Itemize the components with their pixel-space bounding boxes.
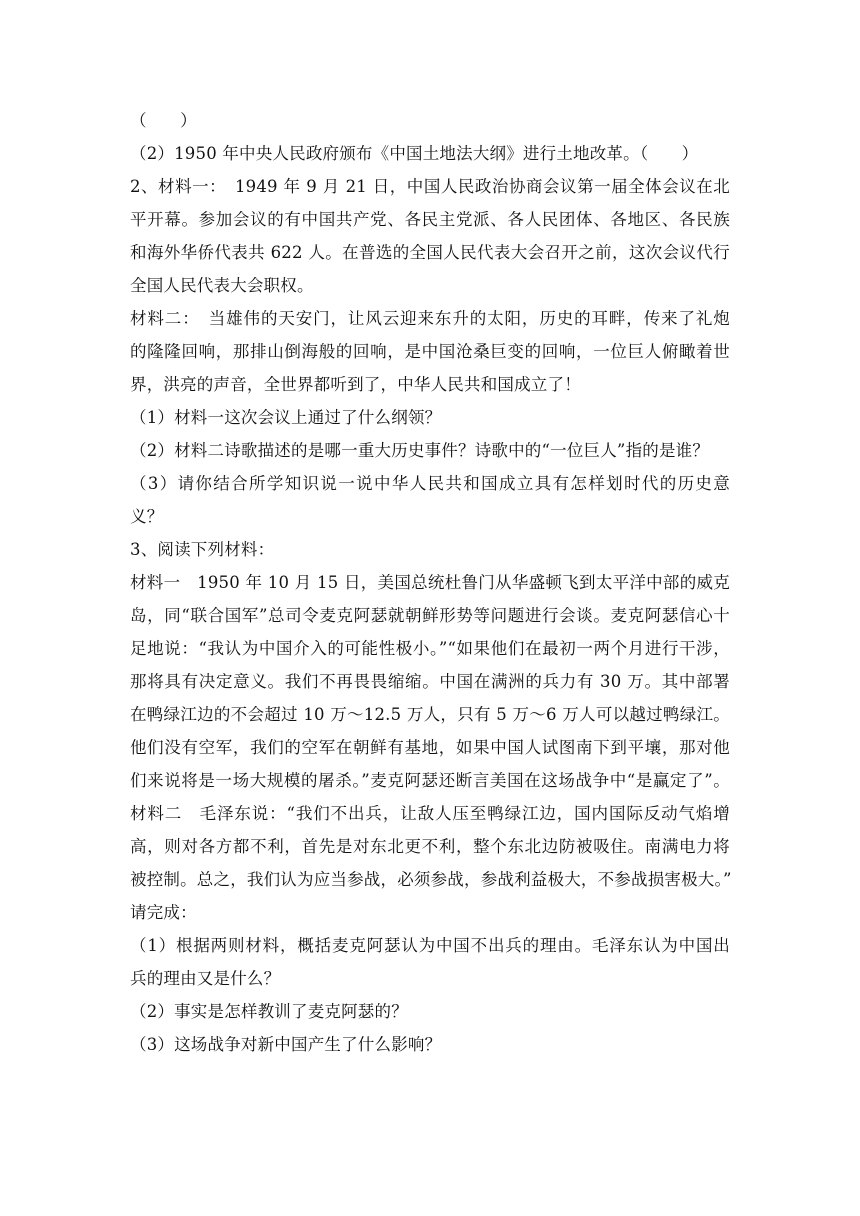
question-2-sub-3-line-2: 义？ [130,507,164,526]
question-3-sub-1-line-1: （1）根据两则材料，概括麦克阿瑟认为中国不出兵的理由。毛泽东认为中国出 [130,936,730,955]
question-2-material-1-line-2: 平开幕。参加会议的有中国共产党、各民主党派、各人民团体、各地区、各民族 [130,210,730,229]
question-3-material-1-line-6: 他们没有空军，我们的空军在朝鲜有基地，如果中国人试图南下到平壤，那对他 [130,738,730,757]
question-2-material-2-line-3: 界，洪亮的声音，全世界都听到了，中华人民共和国成立了！ [130,375,581,394]
question-2-material-1-line-4: 全国人民代表大会职权。 [130,276,314,295]
question-2-sub-2: （2）材料二诗歌描述的是哪一重大历史事件？诗歌中的“一位巨人”指的是谁？ [130,441,710,460]
question-3-material-1-line-4: 那将具有决定意义。我们不再畏畏缩缩。中国在满洲的兵力有 30 万。其中部署 [130,672,730,691]
question-3-material-1-line-7: 们来说将是一场大规模的屠杀。”麦克阿瑟还断言美国在这场战争中“是赢定了”。 [130,771,730,790]
question-3-material-2-line-3: 被控制。总之，我们认为应当参战，必须参战，参战利益极大，不参战损害极大。” [130,870,732,889]
question-3-sub-1-line-2: 兵的理由又是什么？ [130,969,281,988]
question-3-instruction: 请完成： [130,903,197,922]
question-3-sub-3: （3）这场战争对新中国产生了什么影响？ [130,1035,442,1054]
question-3-sub-2: （2）事实是怎样教训了麦克阿瑟的？ [130,1002,408,1021]
question-3-material-1-line-2: 岛，同“联合国军”总司令麦克阿瑟就朝鲜形势等问题进行会谈。麦克阿瑟信心十 [130,606,730,625]
blank-answer-parentheses: （ ） [130,111,197,130]
question-2-material-1-line-3: 和海外华侨代表共 622 人。在普选的全国人民代表大会召开之前，这次会议代行 [130,243,730,262]
question-3-material-1-line-5: 在鸭绿江边的不会超过 10 万～12.5 万人，只有 5 万～6 万人可以越过鸭绿江。 [130,705,730,724]
question-3-material-1-line-1: 材料一 1950 年 10 月 15 日，美国总统杜鲁门从华盛顿飞到太平洋中部的威克 [130,573,730,592]
question-2-sub-3-line-1: （3）请你结合所学知识说一说中华人民共和国成立具有怎样划时代的历史意 [130,474,730,493]
question-item-2-land-reform: （2）1950 年中央人民政府颁布《中国土地法大纲》进行土地改革。（ ） [130,144,699,163]
question-2-material-2-line-1: 材料二： 当雄伟的天安门，让风云迎来东升的太阳，历史的耳畔，传来了礼炮 [130,309,730,328]
question-3-material-2-line-1: 材料二 毛泽东说：“我们不出兵，让敌人压至鸭绿江边，国内国际反动气焰增 [130,804,730,823]
question-2-material-1-line-1: 2、材料一： 1949 年 9 月 21 日，中国人民政治协商会议第一届全体会议在北 [130,177,730,196]
question-3-material-2-line-2: 高，则对各方都不利，首先是对东北更不利，整个东北边防被吸住。南满电力将 [130,837,730,856]
question-2-material-2-line-2: 的隆隆回响，那排山倒海般的回响，是中国沧桑巨变的回响，一位巨人俯瞰着世 [130,342,730,361]
document-page [130,104,730,1061]
question-3-material-1-line-3: 足地说：“我认为中国介入的可能性极小。”“如果他们在最初一两个月进行干涉， [130,639,730,658]
question-2-sub-1: （1）材料一这次会议上通过了什么纲领？ [130,408,442,427]
question-3-heading: 3、阅读下列材料： [130,540,275,559]
